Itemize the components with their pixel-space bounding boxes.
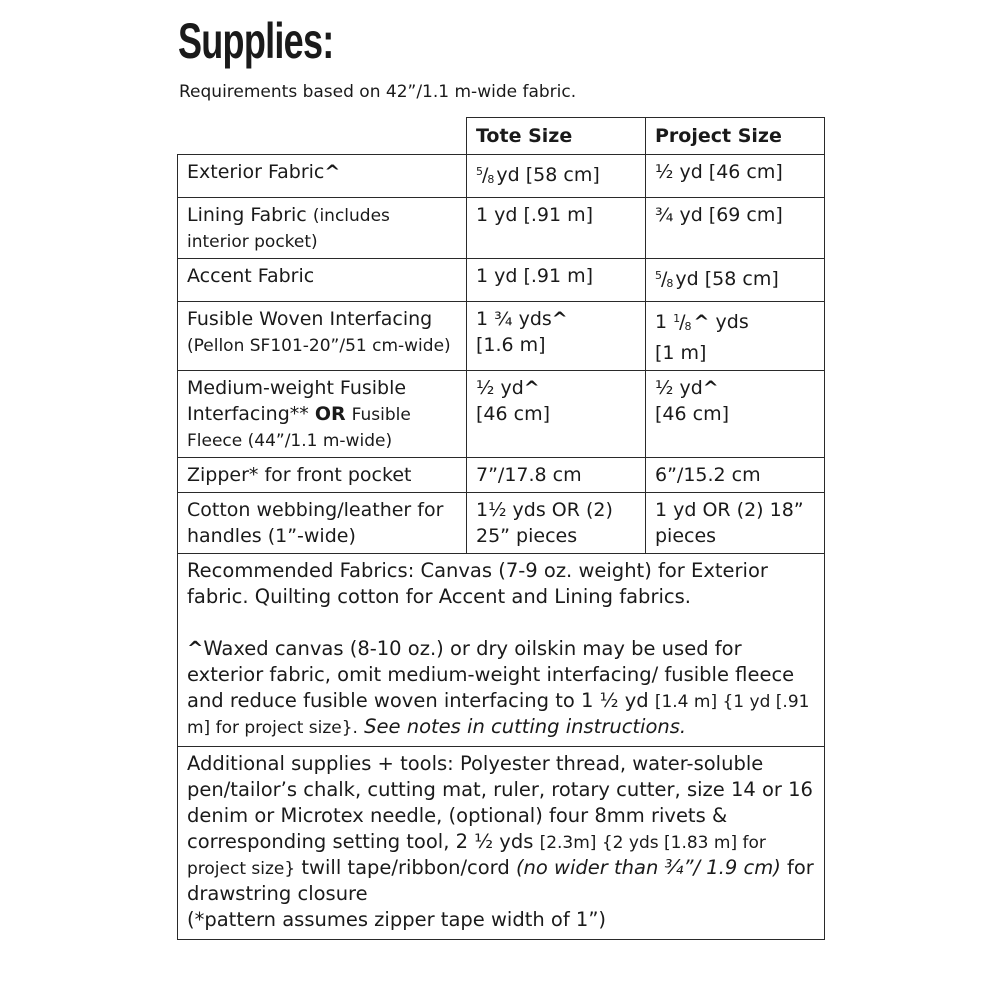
table-row (178, 458, 825, 493)
fraction: $^5/_8$ (476, 164, 494, 186)
project-cell (646, 155, 825, 198)
tote-cell (467, 371, 646, 458)
project-value: ½ yd [46 cm] (655, 161, 783, 183)
supplies-table (177, 117, 825, 940)
caret-mark: ^ (324, 161, 341, 183)
caret-mark: ^ (702, 377, 719, 399)
tote-metric: [1.6 m] (476, 334, 546, 356)
waxed-canvas-note: ^Waxed canvas (8-10 oz.) or dry oilskin may be used for exterior fabric, omit medium-weight interfacing/ fusible fleece and reduce fusible woven interfacing to 1 ½ yd [1.4 m] {1 yd [.91 m] for project size}. See notes in cutting instructions. (187, 637, 810, 738)
item-cell (178, 155, 467, 198)
item-detail: Fusible (351, 405, 411, 425)
table-row (178, 371, 825, 458)
project-cell (646, 371, 825, 458)
tote-value: yd [58 cm] (496, 164, 600, 186)
item-detail: Fleece (44”/1.1 m-wide) (187, 431, 393, 451)
additional-supplies-text: Additional supplies + tools: Polyester thread, water-soluble pen/tailor’s chalk, cutting mat, ruler, rotary cutter, size 14 or 16 denim or Microtex needle, (optional) four 8mm rivets & corresponding setting tool, 2 ½ yds [2.3m] {2 yds [1.83 m] for project size} twill tape/ribbon/cord (no wider than ¾”/ 1.9 cm) for drawstring closure (187, 752, 814, 905)
fabric-width-note: Requirements based on 42”/1.1 m-wide fabric. (179, 82, 577, 102)
tote-cell: 7”/17.8 cm (467, 458, 646, 493)
header-project-size: Project Size (646, 118, 825, 155)
caret-mark: ^ (187, 637, 204, 660)
project-unit: yds (715, 311, 749, 333)
table-row (178, 302, 825, 371)
caret-mark: ^ (693, 311, 710, 333)
tote-metric: [46 cm] (476, 403, 550, 425)
project-cell (646, 259, 825, 302)
item-detail: (includes interior pocket) (187, 206, 390, 252)
fraction: $^5/_8$ (655, 268, 673, 290)
header-tote-size: Tote Size (467, 118, 646, 155)
item-cell: Accent Fabric (178, 259, 467, 302)
item-cell (178, 371, 467, 458)
additional-supplies-cell (178, 747, 825, 940)
recommended-fabrics-row (178, 554, 825, 747)
item-cell (178, 198, 467, 259)
tote-cell: 1 yd [.91 m] (467, 198, 646, 259)
project-value: ½ yd (655, 377, 703, 399)
tote-cell (467, 302, 646, 371)
caret-mark: ^ (523, 377, 540, 399)
tote-value: ½ yd (476, 377, 524, 399)
item-cell (178, 302, 467, 371)
item-name: Lining Fabric (187, 204, 307, 226)
tote-cell: 1 yd [.91 m] (467, 259, 646, 302)
project-cell: 6”/15.2 cm (646, 458, 825, 493)
tote-cell (467, 155, 646, 198)
project-cell: ¾ yd [69 cm] (646, 198, 825, 259)
item-cell: Zipper* for front pocket (178, 458, 467, 493)
zipper-footnote: (*pattern assumes zipper tape width of 1”) (187, 908, 607, 931)
item-name: Medium-weight Fusible Interfacing** (187, 377, 407, 425)
recommended-fabrics-cell (178, 554, 825, 747)
header-empty-cell (178, 118, 467, 155)
recommended-fabrics-text: Recommended Fabrics: Canvas (7-9 oz. weight) for Exterior fabric. Quilting cotton for Accent and Lining fabrics. (187, 559, 768, 608)
project-cell (646, 302, 825, 371)
item-name: Exterior Fabric (187, 161, 325, 183)
page-title: Supplies: (178, 13, 334, 69)
project-metric: [1 m] (655, 342, 707, 364)
or-label: OR (314, 403, 346, 425)
item-detail: (Pellon SF101-20”/51 cm-wide) (187, 336, 451, 356)
tote-cell: 1½ yds OR (2) 25” pieces (467, 493, 646, 554)
project-value: yd [58 cm] (675, 268, 779, 290)
item-name: Fusible Woven Interfacing (187, 308, 433, 330)
table-row (178, 198, 825, 259)
project-metric: [46 cm] (655, 403, 729, 425)
item-cell: Cotton webbing/leather for handles (1”-wide) (178, 493, 467, 554)
tote-value: 1 ¾ yds (476, 308, 552, 330)
project-whole: 1 (655, 311, 668, 333)
caret-mark: ^ (551, 308, 568, 330)
table-row (178, 259, 825, 302)
project-cell: 1 yd OR (2) 18” pieces (646, 493, 825, 554)
header-row (178, 118, 825, 155)
fraction: $^1/_8$ (673, 311, 691, 333)
table-row (178, 155, 825, 198)
additional-supplies-row (178, 747, 825, 940)
table-row (178, 493, 825, 554)
